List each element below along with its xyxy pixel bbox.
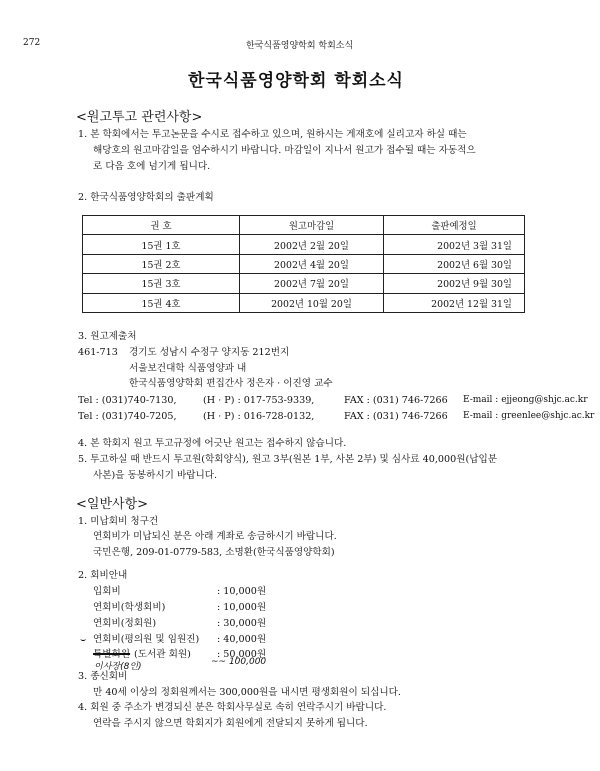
fee-label: 연회비(정회원) bbox=[93, 618, 157, 629]
item4-text: 4. 본 학회지 원고 투고규정에 어긋난 원고는 접수하지 않습니다. bbox=[78, 438, 347, 449]
address-change-line2: 연락을 주시지 않으면 학회지가 회원에게 전달되지 못하게 됩니다. bbox=[93, 718, 368, 729]
table-header-cell: 권 호 bbox=[83, 216, 240, 235]
address-change-line1: 4. 회원 중 주소가 변경되신 분은 학회사무실로 속히 연락주시기 바랍니다. bbox=[78, 702, 387, 713]
table-cell: 2002년 6월 30일 bbox=[384, 254, 525, 273]
address-line2: 서울보건대학 식품영양과 내 bbox=[129, 363, 247, 374]
table-cell: 2002년 3월 31일 bbox=[384, 235, 525, 254]
contact1-email: E-mail : ejjeong@shjc.ac.kr bbox=[463, 395, 588, 405]
contact1-hp: (H · P) : 017-753-9339, bbox=[203, 395, 315, 406]
fee-value: : 40,000원 bbox=[217, 634, 267, 645]
fee-value: : 10,000원 bbox=[217, 602, 267, 613]
handwritten-note: 이사장(8인) bbox=[94, 662, 142, 672]
publication-schedule-table bbox=[82, 215, 525, 313]
section-heading-submission: <원고투고 관련사항> bbox=[76, 110, 203, 125]
unpaid-fee-line1: 연회비가 미납되신 분은 아래 계좌로 송금하시기 바랍니다. bbox=[93, 531, 337, 542]
fee-label: (도서관 회원) bbox=[134, 649, 191, 660]
fee-guide-title: 2. 회비안내 bbox=[78, 570, 128, 581]
table-cell: 2002년 4월 20일 bbox=[240, 254, 384, 273]
item1-line1: 1. 본 학회에서는 투고논문을 수시로 접수하고 있으며, 원하시는 게재호에 실리고자 하실 때는 bbox=[78, 129, 467, 140]
item3-title: 3. 원고제출처 bbox=[78, 331, 137, 342]
fee-value: : 30,000원 bbox=[217, 618, 267, 629]
contact1-tel: Tel : (031)740-7130, bbox=[78, 395, 177, 406]
address-line3: 한국식품영양학회 편집간사 정은자 · 이진영 교수 bbox=[129, 378, 333, 389]
handwritten-amount: ~~ 100,000 bbox=[211, 657, 267, 667]
item2-title: 2. 한국식품영양학회의 출판계획 bbox=[78, 192, 214, 203]
running-title: 한국식품영양학회 학회소식 bbox=[246, 41, 354, 51]
fee-value: : 50,000원 bbox=[217, 649, 267, 660]
table-row bbox=[83, 293, 525, 312]
table-cell: 15권 2호 bbox=[83, 254, 240, 273]
item5-line2: 사본)을 동봉하시기 바랍니다. bbox=[93, 470, 218, 481]
table-cell: 15권 3호 bbox=[83, 274, 240, 293]
handwritten-mark: ⌣ bbox=[80, 634, 87, 645]
address-postal: 461-713 bbox=[78, 347, 118, 358]
table-cell: 2002년 12월 31일 bbox=[384, 293, 525, 312]
contact2-email: E-mail : greenlee@shjc.ac.kr bbox=[463, 411, 595, 421]
unpaid-fee-title: 1. 미납회비 청구건 bbox=[78, 516, 159, 527]
contact1-fax: FAX : (031) 746-7266 bbox=[344, 395, 448, 406]
contact2-tel: Tel : (031)740-7205, bbox=[78, 411, 177, 422]
fee-label: 연회비(학생회비) bbox=[93, 602, 166, 613]
lifetime-fee-title: 3. 종신회비 bbox=[78, 671, 128, 682]
lifetime-fee-line: 만 40세 이상의 정회원께서는 300,000원을 내시면 평생회원이 되십니다. bbox=[93, 687, 401, 698]
section-heading-general: <일반사항> bbox=[76, 497, 149, 512]
table-header-cell: 출판예정일 bbox=[384, 216, 525, 235]
contact2-fax: FAX : (031) 746-7266 bbox=[344, 411, 448, 422]
table-cell: 2002년 2월 20일 bbox=[240, 235, 384, 254]
table-cell: 2002년 10월 20일 bbox=[240, 293, 384, 312]
table-cell: 2002년 9월 30일 bbox=[384, 274, 525, 293]
table-cell: 15권 4호 bbox=[83, 293, 240, 312]
table-row bbox=[83, 235, 525, 254]
fee-value: : 10,000원 bbox=[217, 586, 267, 597]
page-number: 272 bbox=[23, 38, 41, 48]
table-cell: 2002년 7월 20일 bbox=[240, 274, 384, 293]
page-title: 한국식품영양학회 학회소식 bbox=[188, 71, 404, 91]
item1-line2: 해당호의 원고마감일을 엄수하시기 바랍니다. 마감일이 지나서 원고가 접수될 때는 자동적으 bbox=[93, 145, 476, 156]
table-header-cell: 원고마감일 bbox=[240, 216, 384, 235]
item1-line3: 로 다음 호에 넘기게 됩니다. bbox=[93, 161, 211, 172]
table-cell: 15권 1호 bbox=[83, 235, 240, 254]
item5-line1: 5. 투고하실 때 반드시 투고원(학회양식), 원고 3부(원본 1부, 사본 2부) 및 심사료 40,000원(납입분 bbox=[78, 454, 498, 465]
table-row bbox=[83, 274, 525, 293]
fee-label: 연회비(평의원 및 임원진) bbox=[93, 634, 200, 645]
table-header-row bbox=[83, 216, 525, 235]
table-row bbox=[83, 254, 525, 273]
bank-account-line: 국민은행, 209-01-0779-583, 소명환(한국식품영양학회) bbox=[93, 547, 335, 558]
contact2-hp: (H · P) : 016-728-0132, bbox=[203, 411, 315, 422]
fee-label: 입회비 bbox=[93, 586, 121, 597]
address-line1: 경기도 성남시 수정구 양지동 212번지 bbox=[129, 347, 290, 358]
fee-label-struck: 특별회원 bbox=[93, 649, 131, 660]
